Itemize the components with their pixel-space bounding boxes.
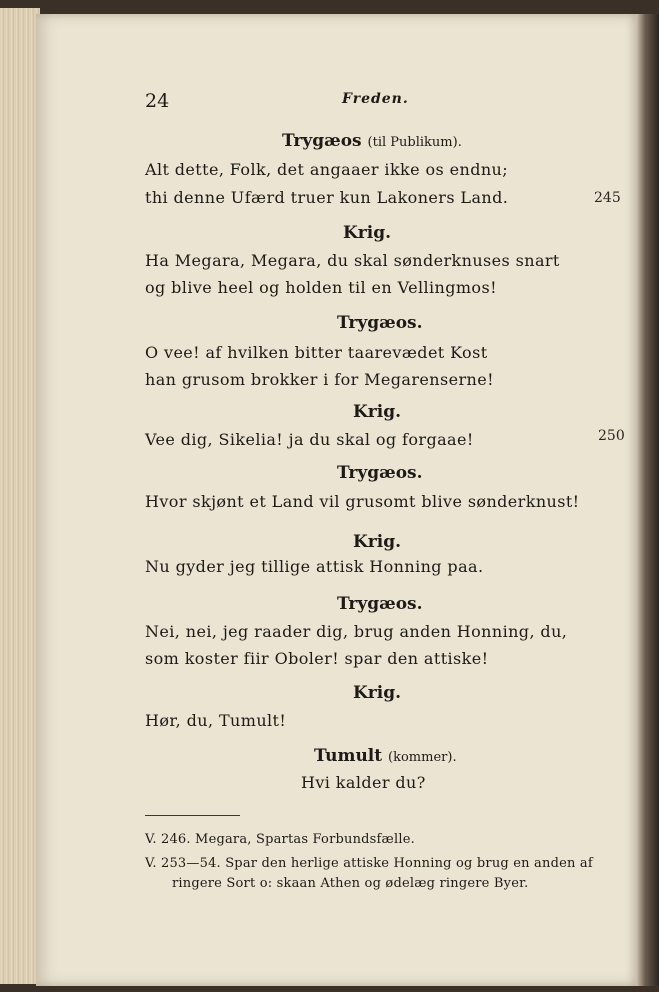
verse-line: Nu gyder jeg tillige attisk Honning paa. [145, 557, 484, 576]
verse-line: han grusom brokker i for Megarenserne! [145, 370, 494, 389]
speaker-name: Krig. [353, 683, 401, 703]
footnote: V. 246. Megara, Spartas Forbundsfælle. [145, 832, 415, 847]
running-title: Freden. [342, 91, 409, 107]
verse-line: Vee dig, Sikelia! ja du skal og forgaae! [145, 430, 474, 449]
verse-line: Alt dette, Folk, det angaaer ikke os endnu; [145, 160, 509, 179]
speaker-name: Trygæos. [337, 313, 423, 333]
speaker-name: Trygæos. [337, 594, 423, 614]
verse-line: Ha Megara, Megara, du skal sønderknuses snart [145, 251, 560, 270]
book-edge-left [0, 8, 40, 984]
speaker-name: Krig. [343, 223, 391, 243]
speaker-label [314, 746, 457, 766]
speaker-name: Trygæos [282, 131, 362, 151]
verse-line: Hør, du, Tumult! [145, 711, 287, 730]
line-number: 245 [594, 190, 621, 206]
page-number: 24 [145, 90, 170, 112]
verse-line: Hvor skjønt et Land vil grusomt blive sønderknust! [145, 492, 580, 511]
speaker-label [282, 131, 462, 151]
stage-direction: (til Publikum). [367, 135, 462, 150]
footnote: ringere Sort o: skaan Athen og ødelæg ringere Byer. [172, 876, 529, 891]
speaker-name: Tumult [314, 746, 383, 766]
verse-line: som koster fiir Oboler! spar den attiske! [145, 649, 489, 668]
speaker-name: Trygæos. [337, 463, 423, 483]
verse-line: Hvi kalder du? [301, 773, 426, 792]
line-number: 250 [598, 428, 625, 444]
verse-line: og blive heel og holden til en Vellingmos! [145, 278, 497, 297]
verse-line: thi denne Ufærd truer kun Lakoners Land. [145, 188, 509, 207]
verse-line: O vee! af hvilken bitter taarevædet Kost [145, 343, 488, 362]
verse-line: Nei, nei, jeg raader dig, brug anden Honning, du, [145, 622, 568, 641]
speaker-name: Krig. [353, 402, 401, 422]
footnote-rule [145, 815, 240, 816]
speaker-name: Krig. [353, 532, 401, 552]
footnote: V. 253—54. Spar den herlige attiske Honning og brug en anden af [145, 856, 593, 871]
book-gutter-right [636, 14, 659, 986]
stage-direction: (kommer). [388, 750, 457, 765]
